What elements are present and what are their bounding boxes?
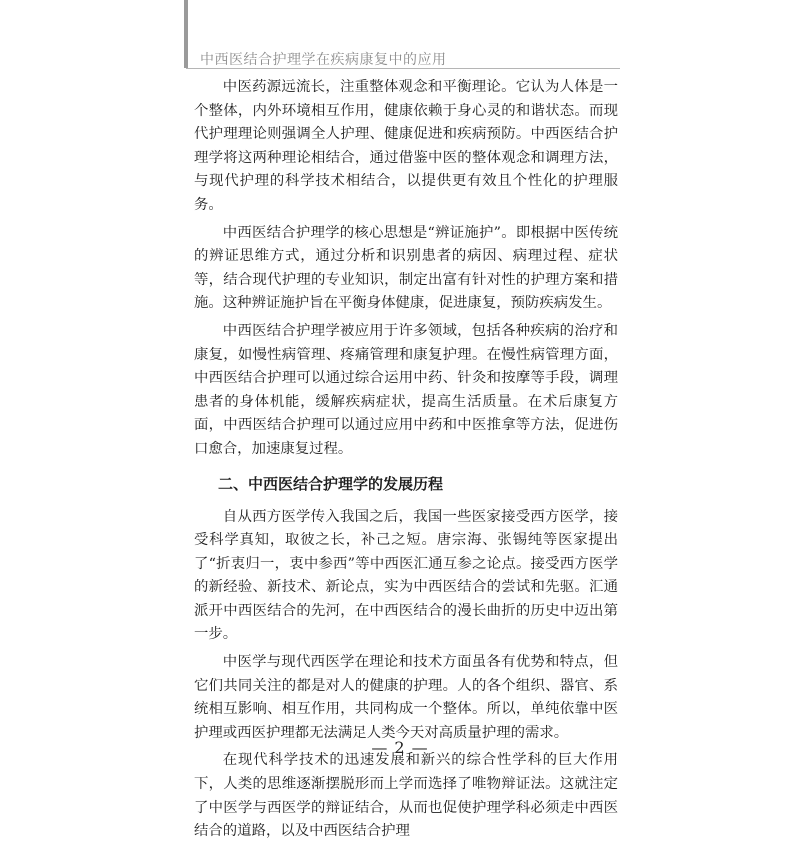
paragraph: 中医药源远流长，注重整体观念和平衡理论。它认为人体是一个整体，内外环境相互作用，健康依赖于身心灵的和谐状态。而现代护理理论则强调全人护理、健康促进和疾病预防。中西医结合护理学将这两种理论相结合，通过借鉴中医的整体观念和调理方法，与现代护理的科学技术相结合，以提供更有效且个性化的护理服务。 (194, 79, 618, 213)
paragraph: 自从西方医学传入我国之后，我国一些医家接受西方医学，接受科学真知，取彼之长，补己之短。唐宗海、张锡纯等医家提出了“折衷归一，衷中参西”等中西医汇通互参之论点。接受西方医学的新经验、新技术、新论点，实为中西医结合的尝试和先驱。汇通派开中西医结合的先河，在中西医结合的漫长曲折的历史中迈出第一步。 (194, 508, 618, 643)
body-text (194, 76, 618, 848)
page-number: — 2 — (371, 738, 429, 757)
running-head-title: 中西医结合护理学在疾病康复中的应用 (200, 52, 447, 68)
paragraph: 中西医结合护理学被应用于许多领域，包括各种疾病的治疗和康复，如慢性病管理、疼痛管理和康复护理。在慢性病管理方面，中西医结合护理可以通过综合运用中药、针灸和按摩等手段，调理患者的身体机能，缓解疾病症状，提高生活质量。在术后康复方面，中西医结合护理可以通过应用中药和中医推拿等方法，促进伤口愈合，加速康复过程。 (194, 322, 618, 457)
header-rule (186, 68, 620, 69)
header-accent-bar (184, 0, 188, 68)
paragraph: 在现代科学技术的迅速发展和新兴的综合性学科的巨大作用下，人类的思维逐渐摆脱形而上学而选择了唯物辩证法。这就注定了中医学与西医学的辩证结合，从而也促使护理学科必须走中西医结合的道路，以及中西医结合护理 (194, 752, 618, 840)
paragraph: 中西医结合护理学的核心思想是“辨证施护”。即根据中医传统的辨证思维方式，通过分析和识别患者的病因、病理过程、症状等，结合现代护理的专业知识，制定出富有针对性的护理方案和措施。这种辨证施护旨在平衡身体健康，促进康复，预防疾病发生。 (194, 224, 618, 312)
section-heading: 二、中西医结合护理学的发展历程 (218, 474, 444, 493)
paragraph: 中医学与现代西医学在理论和技术方面虽各有优势和特点，但它们共同关注的都是对人的健康的护理。人的各个组织、器官、系统相互影响、相互作用，共同构成一个整体。所以，单纯依靠中医护理或西医护理都无法满足人类今天对高质量护理的需求。 (194, 654, 618, 741)
